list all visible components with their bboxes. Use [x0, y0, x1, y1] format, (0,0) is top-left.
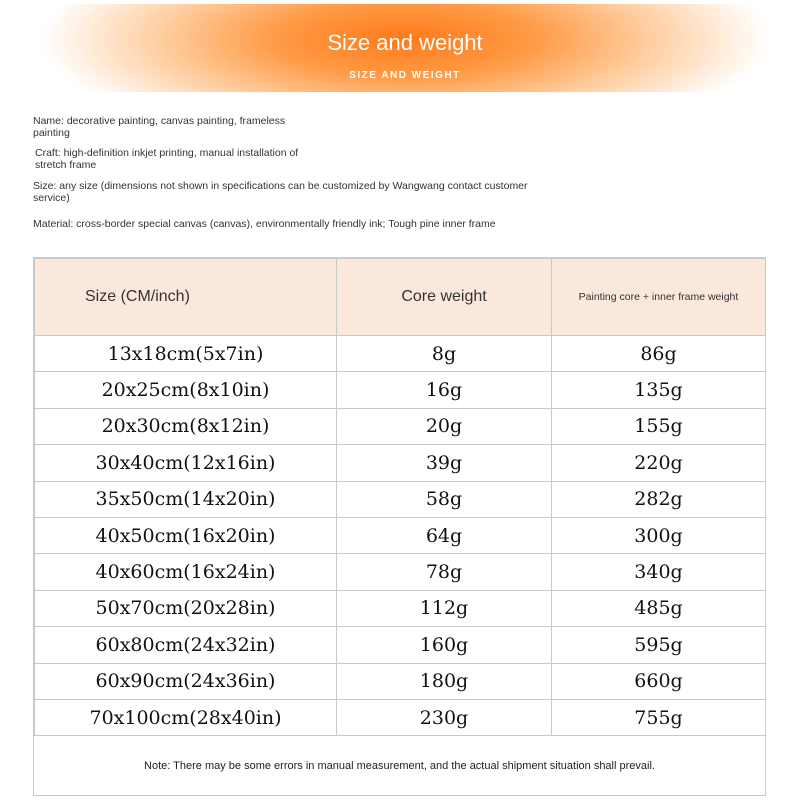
- core-weight-cell: 58g: [337, 481, 552, 517]
- table-row: [35, 627, 766, 663]
- info-name: [33, 115, 285, 139]
- info-craft: [35, 147, 298, 171]
- table-row: [35, 699, 766, 735]
- table-row: [35, 408, 766, 444]
- size-cell: 20x30cm(8x12in): [35, 408, 337, 444]
- column-header-core-weight: Core weight: [337, 259, 552, 336]
- page-subtitle: SIZE AND WEIGHT: [349, 70, 461, 81]
- info-craft-line2: stretch frame: [35, 159, 97, 171]
- table-row: [35, 663, 766, 699]
- core-weight-cell: 16g: [337, 372, 552, 408]
- table-row: [35, 336, 766, 372]
- frame-weight-cell: 595g: [552, 627, 766, 663]
- frame-weight-cell: 300g: [552, 517, 766, 553]
- info-material: [33, 218, 496, 230]
- table-row: [35, 590, 766, 626]
- frame-weight-cell: 485g: [552, 590, 766, 626]
- header-banner: [40, 4, 770, 92]
- info-name-line2: painting: [33, 127, 70, 139]
- size-cell: 35x50cm(14x20in): [35, 481, 337, 517]
- info-size-line1: Size: any size (dimensions not shown in specifications can be customized by Wangwang contact customer: [33, 180, 528, 192]
- core-weight-cell: 64g: [337, 517, 552, 553]
- size-cell: 50x70cm(20x28in): [35, 590, 337, 626]
- frame-weight-cell: 220g: [552, 445, 766, 481]
- core-weight-cell: 180g: [337, 663, 552, 699]
- core-weight-cell: 39g: [337, 445, 552, 481]
- size-cell: 60x90cm(24x36in): [35, 663, 337, 699]
- size-cell: 13x18cm(5x7in): [35, 336, 337, 372]
- frame-weight-cell: 155g: [552, 408, 766, 444]
- info-size: [33, 180, 528, 204]
- table-header-row: [35, 259, 766, 336]
- frame-weight-cell: 282g: [552, 481, 766, 517]
- info-craft-line1: Craft: high-definition inkjet printing, manual installation of: [35, 147, 299, 159]
- size-cell: 40x50cm(16x20in): [35, 517, 337, 553]
- size-cell: 30x40cm(12x16in): [35, 445, 337, 481]
- frame-weight-cell: 340g: [552, 554, 766, 590]
- table-body: [35, 336, 766, 736]
- size-cell: 40x60cm(16x24in): [35, 554, 337, 590]
- core-weight-cell: 8g: [337, 336, 552, 372]
- info-material-line: Material: cross-border special canvas (canvas), environmentally friendly ink; Tough pine inner frame: [33, 218, 496, 230]
- table-row: [35, 445, 766, 481]
- info-name-line1: Name: decorative painting, canvas painting, frameless: [33, 115, 286, 127]
- info-size-line2: service): [33, 192, 70, 204]
- page-title: Size and weight: [327, 30, 483, 55]
- column-header-size: Size (CM/inch): [35, 259, 337, 336]
- core-weight-cell: 160g: [337, 627, 552, 663]
- core-weight-cell: 20g: [337, 408, 552, 444]
- frame-weight-cell: 755g: [552, 699, 766, 735]
- core-weight-cell: 230g: [337, 699, 552, 735]
- measurement-note: Note: There may be some errors in manual measurement, and the actual shipment situation shall prevail.: [144, 760, 655, 772]
- core-weight-cell: 78g: [337, 554, 552, 590]
- table-row: [35, 372, 766, 408]
- size-cell: 20x25cm(8x10in): [35, 372, 337, 408]
- core-weight-cell: 112g: [337, 590, 552, 626]
- column-header-frame-weight: Painting core + inner frame weight: [552, 259, 766, 336]
- frame-weight-cell: 660g: [552, 663, 766, 699]
- size-cell: 70x100cm(28x40in): [35, 699, 337, 735]
- size-weight-table-container: [33, 257, 766, 796]
- size-cell: 60x80cm(24x32in): [35, 627, 337, 663]
- size-weight-table: [34, 258, 766, 736]
- table-row: [35, 481, 766, 517]
- frame-weight-cell: 86g: [552, 336, 766, 372]
- table-row: [35, 554, 766, 590]
- table-row: [35, 517, 766, 553]
- frame-weight-cell: 135g: [552, 372, 766, 408]
